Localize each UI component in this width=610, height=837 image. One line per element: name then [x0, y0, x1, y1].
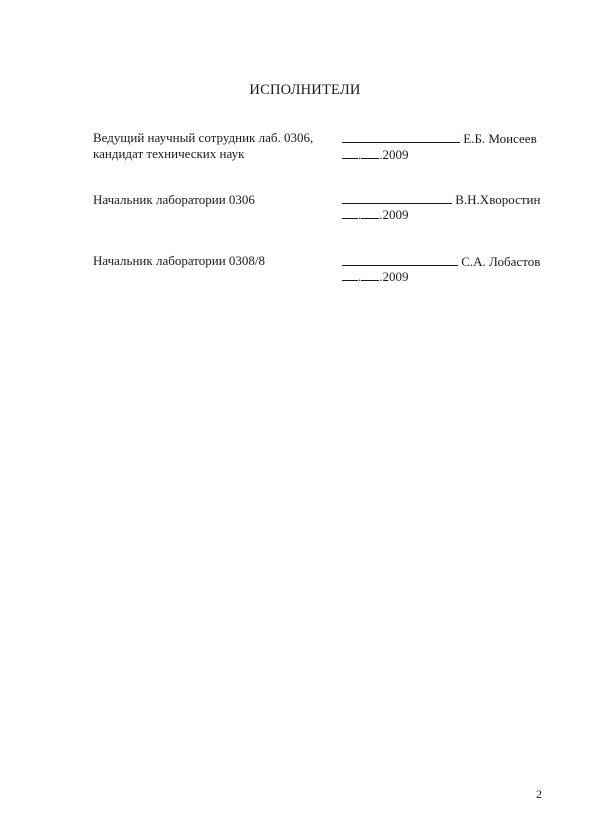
date-day-blank: [342, 146, 358, 159]
signatory-2-date: . .2009: [342, 206, 409, 223]
date-month-blank: [361, 268, 379, 281]
signatory-1-role-line1: Ведущий научный сотрудник лаб. 0306,: [93, 130, 314, 145]
signatory-1-name: Е.Б. Моисеев: [463, 131, 537, 146]
signatory-3-date: . .2009: [342, 268, 409, 285]
signatory-1-role-line2: кандидат технических наук: [93, 146, 245, 161]
date-month-blank: [361, 206, 379, 219]
date-day-blank: [342, 206, 358, 219]
signatory-3-name: С.А. Лобастов: [461, 254, 541, 269]
page-title: ИСПОЛНИТЕЛИ: [249, 82, 361, 98]
signatory-1-signature: [342, 130, 552, 147]
date-day-blank: [342, 268, 358, 281]
page-number: 2: [536, 787, 542, 801]
signatory-1-date-year: .2009: [379, 147, 409, 162]
signatory-2-name: В.Н.Хворостин: [455, 192, 541, 207]
signatory-2-date-year: .2009: [379, 207, 409, 222]
signatory-1-date: . .2009: [342, 146, 409, 163]
signatory-3-date-year: .2009: [379, 269, 409, 284]
date-month-blank: [361, 146, 379, 159]
signatory-2-role: [93, 192, 255, 208]
signatory-2-role-line1: Начальник лаборатории 0306: [93, 192, 255, 207]
signature-line: [342, 191, 452, 204]
signatory-1-role: [93, 130, 313, 162]
signature-line: [342, 253, 458, 266]
signatory-3-role: [93, 253, 265, 269]
signatory-3-role-line1: Начальник лаборатории 0308/8: [93, 253, 266, 268]
signature-line: [342, 130, 460, 143]
